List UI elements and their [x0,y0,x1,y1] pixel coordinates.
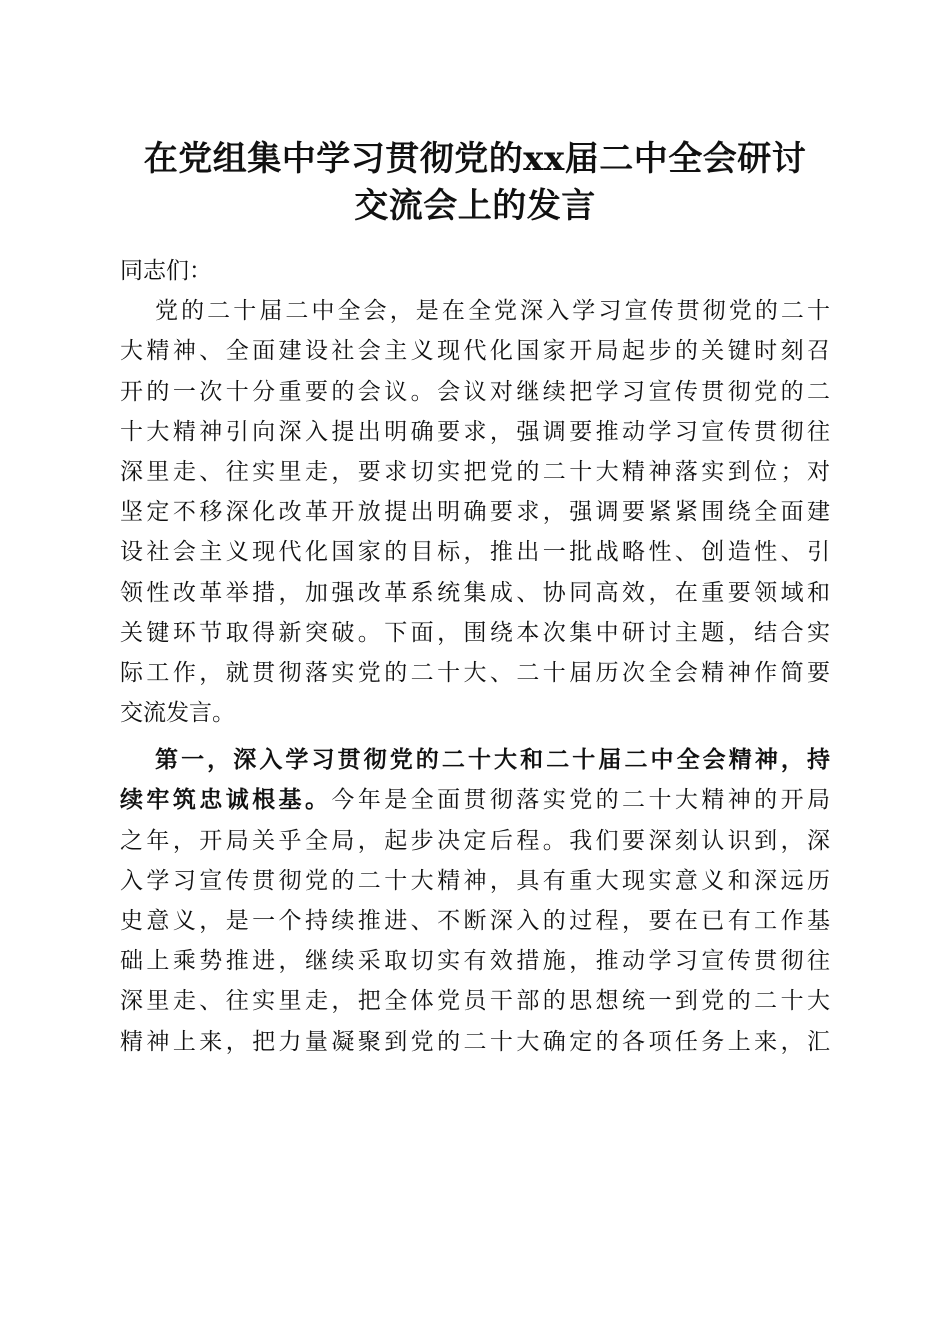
paragraph-line: 开的一次十分重要的会议。会议对继续把学习宣传贯彻党的二 [120,378,830,405]
lead-sentence-part-1: 第一，深入学习贯彻党的二十大和二十届二中全会精神，持 [155,746,830,774]
paragraph-line: 交流发言。 [120,700,235,727]
paragraph-1 [120,291,830,733]
paragraph-2 [120,740,830,1062]
document-body [120,251,830,1062]
paragraph-line: 础上乘势推进，继续采取切实有效措施，推动学习宣传贯彻往 [120,948,830,975]
salutation: 同志们： [120,258,212,284]
document-title [100,136,850,230]
paragraph-line: 设社会主义现代化国家的目标，推出一批战略性、创造性、引 [120,539,830,566]
paragraph-line: 领性改革举措，加强改革系统集成、协同高效，在重要领域和 [120,579,830,606]
paragraph-line: 大精神、全面建设社会主义现代化国家开局起步的关键时刻召 [120,338,830,365]
paragraph-line: 入学习宣传贯彻党的二十大精神，具有重大现实意义和深远历 [120,867,830,894]
paragraph-lead-line [120,740,830,780]
title-line-2: 交流会上的发言 [354,186,596,226]
paragraph-line: 际工作，就贯彻落实党的二十大、二十届历次全会精神作简要 [120,659,830,686]
title-line-1: 在党组集中学习贯彻党的xx届二中全会研讨 [143,139,807,179]
paragraph-line: 深里走、往实里走，把全体党员干部的思想统一到党的二十大 [120,988,830,1015]
paragraph-line: 党的二十届二中全会，是在全党深入学习宣传贯彻党的二十 [155,298,830,325]
paragraph-line: 坚定不移深化改革开放提出明确要求，强调要紧紧围绕全面建 [120,499,830,526]
paragraph-line [120,780,830,820]
paragraph-line: 精神上来，把力量凝聚到党的二十大确定的各项任务上来，汇 [120,1028,830,1055]
line-rest: 今年是全面贯彻落实党的二十大精神的开局 [331,787,831,814]
paragraph-line: 关键环节取得新突破。下面，围绕本次集中研讨主题，结合实 [120,619,830,646]
paragraph-line: 史意义，是一个持续推进、不断深入的过程，要在已有工作基 [120,908,830,934]
paragraph-line: 十大精神引向深入提出明确要求，强调要推动学习宣传贯彻往 [120,418,830,445]
paragraph-line: 深里走、往实里走，要求切实把党的二十大精神落实到位；对 [120,458,830,485]
lead-sentence-part-2: 续牢筑忠诚根基。 [120,786,332,814]
paragraph-line: 之年，开局关乎全局，起步决定后程。我们要深刻认识到，深 [120,827,830,854]
